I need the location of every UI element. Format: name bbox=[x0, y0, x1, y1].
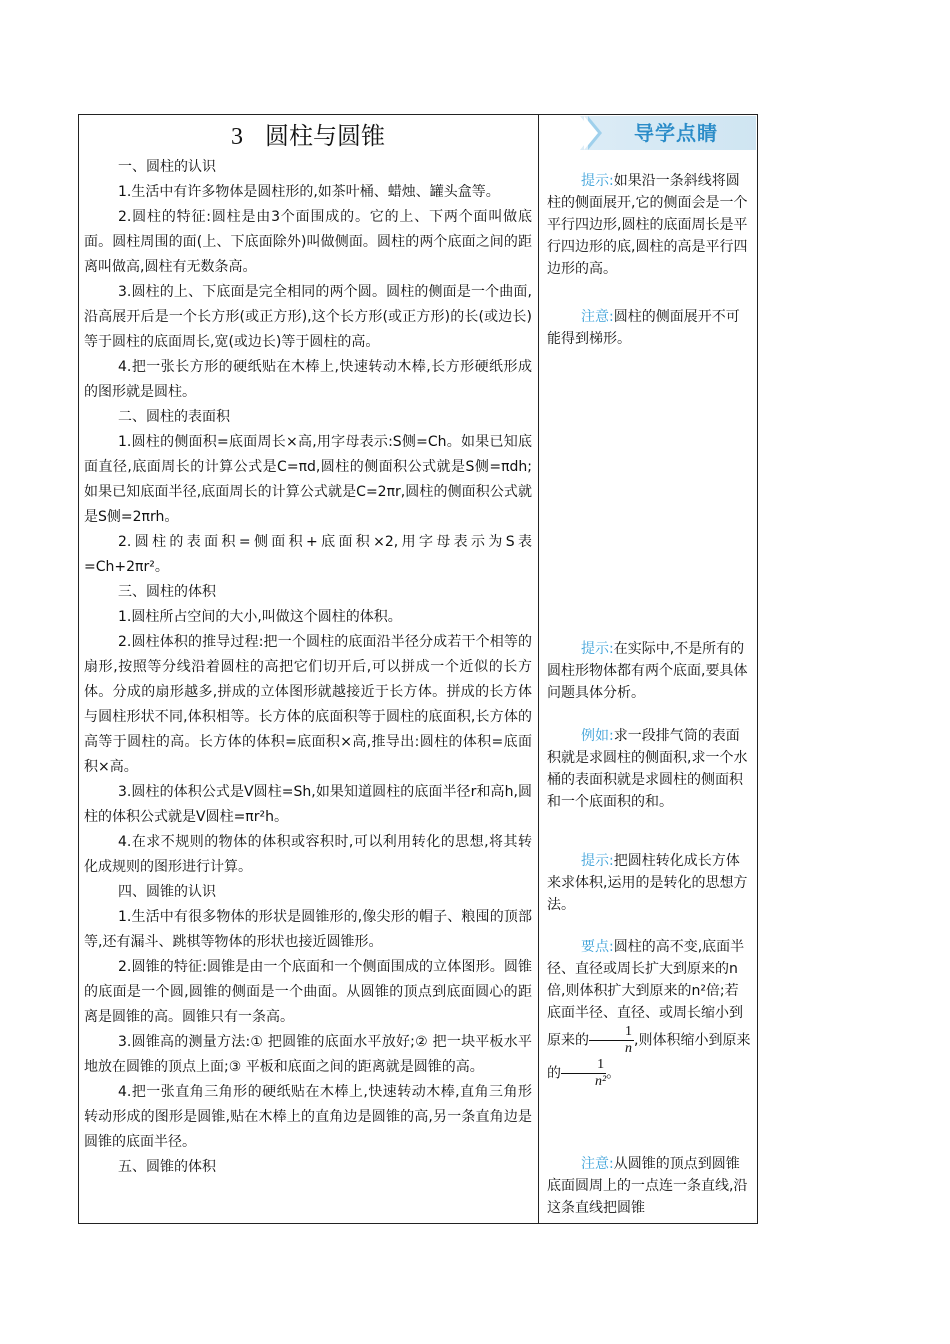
side-note: 注意:圆柱的侧面展开不可能得到梯形。 bbox=[547, 309, 740, 347]
section-heading: 三、圆柱的体积 bbox=[118, 584, 216, 600]
paragraph: 2.圆锥的特征:圆锥是由一个底面和一个侧面围成的立体图形。圆锥的底面是一个圆,圆锥的侧面是一个曲面。从圆锥的顶点到底面圆心的距离是圆锥的高。圆锥只有一条高。 bbox=[84, 959, 532, 1025]
paragraph: 3.圆柱的体积公式是V圆柱=Sh,如果知道圆柱的底面半径r和高h,圆柱的体积公式就是V圆柱=πr²h。 bbox=[84, 784, 532, 825]
paragraph: 1.圆柱的侧面积=底面周长×高,用字母表示:S侧=Ch。如果已知底面直径,底面周长的计算公式是C=πd,圆柱的侧面积公式就是S侧=πdh;如果已知底面半径,底面周长的计算公式就是C=2πr,圆柱的侧面积公式就是S侧=2πrh。 bbox=[84, 434, 532, 525]
paragraph: 1.生活中有很多物体的形状是圆锥形的,像尖形的帽子、粮囤的顶部等,还有漏斗、跳棋等物体的形状也接近圆锥形。 bbox=[84, 909, 532, 950]
main-column bbox=[84, 118, 532, 1180]
section-heading: 一、圆柱的认识 bbox=[118, 159, 216, 175]
paragraph: 3.圆锥高的测量方法:① 把圆锥的底面水平放好;② 把一块平板水平地放在圆锥的顶点上面;③ 平板和底面之间的距离就是圆锥的高。 bbox=[84, 1034, 532, 1075]
section-heading: 四、圆锥的认识 bbox=[118, 884, 216, 900]
paragraph: 3.圆柱的上、下底面是完全相同的两个圆。圆柱的侧面是一个曲面,沿高展开后是一个长方形(或正方形),这个长方形(或正方形)的长(或边长)等于圆柱的底面周长,宽(或边长)等于圆柱的高。 bbox=[84, 284, 532, 350]
side-note: 要点:圆柱的高不变,底面半径、直径或周长扩大到原来的n倍,则体积扩大到原来的n²倍;若底面半径、直径、或周长缩小到原来的 $\frac{1}{n}$ ,则体积缩小到原来的 $\frac{1}{\text{n²}}$ 。 bbox=[547, 939, 751, 1089]
side-note: 注意:从圆锥的顶点到圆锥底面圆周上的一点连一条直线,沿这条直线把圆锥 bbox=[547, 1156, 748, 1216]
section-heading: 五、圆锥的体积 bbox=[118, 1159, 216, 1175]
guide-banner bbox=[580, 116, 756, 150]
paragraph: 2.圆柱体积的推导过程:把一个圆柱的底面沿半径分成若干个相等的扇形,按照等分线沿着圆柱的高把它们切开后,可以拼成一个近似的长方体。分成的扇形越多,拼成的立体图形就越接近于长方体。拼成的长方体与圆柱形状不同,体积相等。长方体的底面积等于圆柱的底面积,长方体的高等于圆柱的高。长方体的体积=底面积×高,推导出:圆柱的体积=底面积×高。 bbox=[84, 634, 532, 775]
paragraph: 4.把一张直角三角形的硬纸贴在木棒上,快速转动木棒,直角三角形转动形成的图形是圆锥,贴在木棒上的直角边是圆锥的高,另一条直角边是圆锥的底面半径。 bbox=[84, 1084, 532, 1150]
side-note: 提示:如果沿一条斜线将圆柱的侧面展开,它的侧面会是一个平行四边形,圆柱的底面周长是平行四边形的底,圆柱的高是平行四边形的高。 bbox=[547, 173, 748, 277]
fraction: $\frac{1}{n}$ bbox=[589, 1024, 634, 1057]
sidebar-header: 导学点睛 bbox=[634, 121, 718, 145]
side-note: 例如:求一段排气筒的表面积就是求圆柱的侧面积,求一个水桶的表面积就是求圆柱的侧面积和一个底面积的和。 bbox=[547, 728, 748, 810]
paragraph: 1.圆柱所占空间的大小,叫做这个圆柱的体积。 bbox=[118, 609, 402, 625]
page-title: 3 圆柱与圆锥 bbox=[231, 122, 385, 150]
paragraph: 4.把一张长方形的硬纸贴在木棒上,快速转动木棒,长方形硬纸形成的图形就是圆柱。 bbox=[84, 359, 532, 400]
side-note: 提示:把圆柱转化成长方体来求体积,运用的是转化的思想方法。 bbox=[547, 853, 748, 913]
paragraph: 1.生活中有许多物体是圆柱形的,如茶叶桶、蜡烛、罐头盒等。 bbox=[118, 184, 500, 200]
side-note: 提示:在实际中,不是所有的圆柱形物体都有两个底面,要具体问题具体分析。 bbox=[547, 641, 748, 701]
column-divider bbox=[538, 114, 539, 1224]
paragraph: 2.圆柱的特征:圆柱是由3个面围成的。它的上、下两个面叫做底面。圆柱周围的面(上、下底面除外)叫做侧面。圆柱的两个底面之间的距离叫做高,圆柱有无数条高。 bbox=[84, 209, 532, 275]
section-heading: 二、圆柱的表面积 bbox=[118, 409, 230, 425]
fraction: $\frac{1}{\text{n²}}$ bbox=[561, 1057, 606, 1090]
paragraph: 4.在求不规则的物体的体积或容积时,可以利用转化的思想,将其转化成规则的图形进行计算。 bbox=[84, 834, 532, 875]
paragraph: 2.圆柱的表面积=侧面积+底面积×2,用字母表示为S表=Ch+2πr²。 bbox=[84, 534, 532, 575]
